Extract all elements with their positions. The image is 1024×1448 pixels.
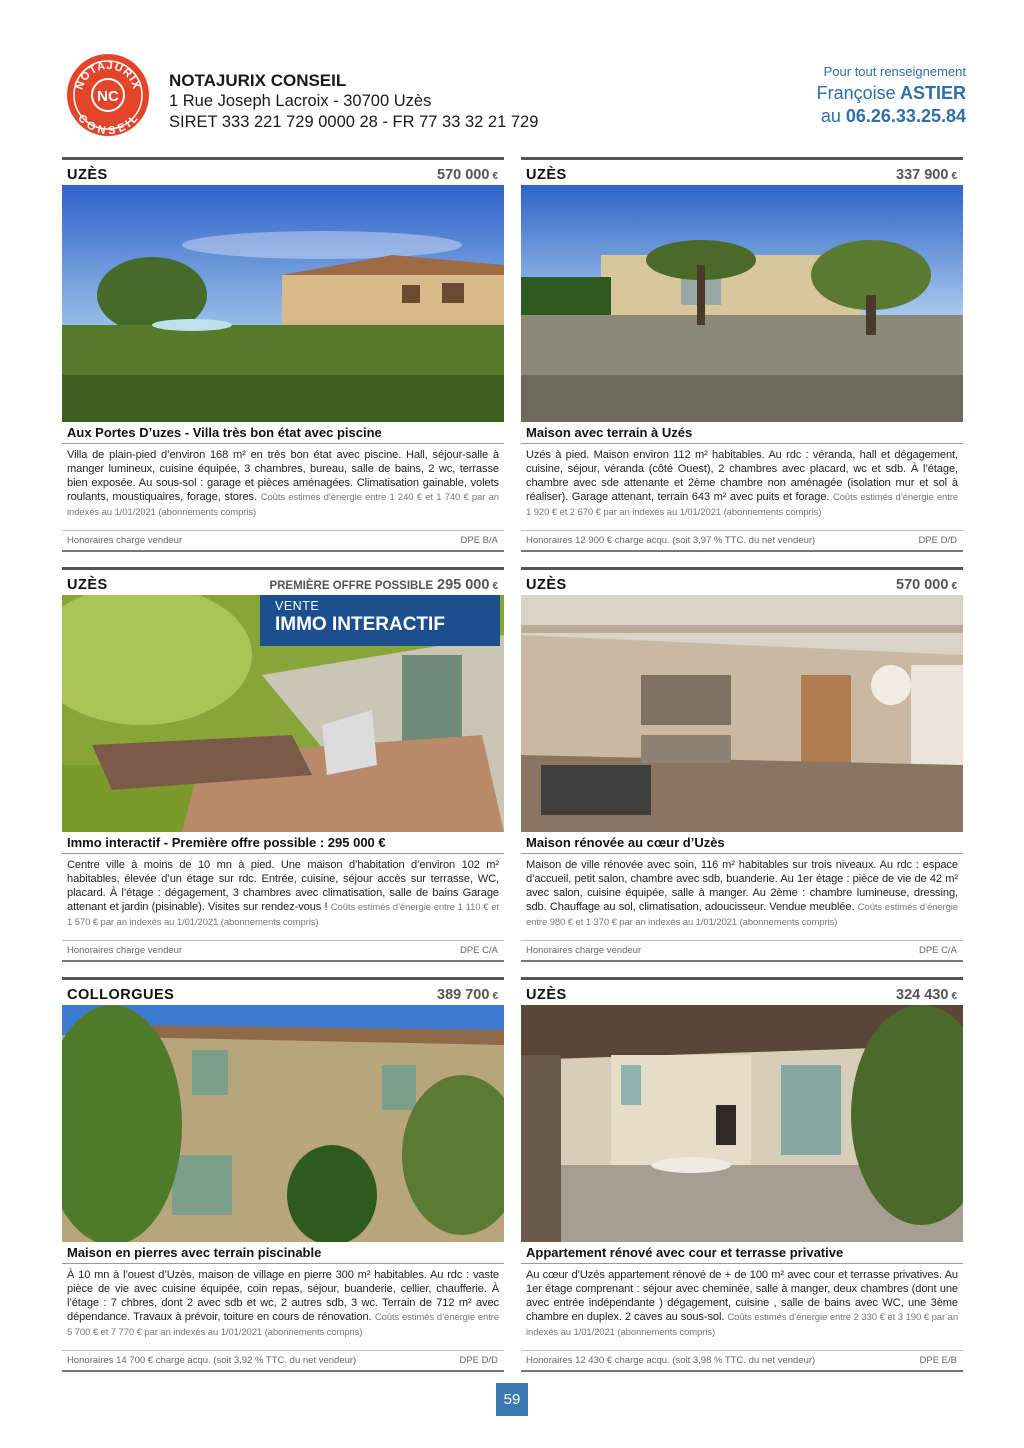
- listing-photo: [62, 185, 504, 422]
- listing-price: 570 000 €: [437, 167, 498, 183]
- listing-footer: [521, 940, 963, 962]
- fees: Honoraires charge vendeur: [526, 945, 642, 956]
- svg-text:CONSEIL: CONSEIL: [75, 112, 141, 137]
- fees: Honoraires charge vendeur: [67, 535, 183, 546]
- listing-price: 324 430 €: [896, 987, 957, 1003]
- listing-price: 570 000 €: [896, 577, 957, 593]
- listing-footer: [521, 1350, 963, 1372]
- listing-title: Appartement rénové avec cour et terrasse privative: [521, 1242, 963, 1264]
- energy-costs: Coûts estimés d’énergie entre 1 110 € et 1 570 € par an indexés au 1/01/2021 (abonnements compris): [67, 902, 499, 928]
- dpe-rating: DPE C/A: [459, 945, 498, 956]
- listing-title: Aux Portes D’uzes - Villa très bon état avec piscine: [62, 422, 504, 444]
- listing-title: Maison rénovée au cœur d’Uzès: [521, 832, 963, 854]
- listing-card: [521, 977, 963, 1372]
- listing-footer: [62, 1350, 504, 1372]
- page-number: 59: [496, 1383, 528, 1416]
- listing-header: [521, 157, 963, 183]
- listing-card: [62, 977, 504, 1372]
- listing-title: Immo interactif - Première offre possible : 295 000 €: [62, 832, 504, 854]
- listing-photo: [521, 595, 963, 832]
- fees: Honoraires charge vendeur: [67, 945, 183, 956]
- dpe-rating: DPE E/B: [919, 1355, 957, 1366]
- svg-text:NOTAJURIX: NOTAJURIX: [73, 59, 143, 92]
- listing-price: 337 900 €: [896, 167, 957, 183]
- listing-description: Maison de ville rénovée avec soin, 116 m² habitables sur trois niveaux. Au rdc : espace d’accueil, petit salon, chambre avec sdb, buanderie. Au 1er étage : pièce de vie de 42 m² avec salon, cuisine équipée, salle à manger. Au 2ème : chambre lumineuse, dressing, sdb. Chauffage au sol, climatisation, adoucisseur. Vendue meublée. Coûts estimés d’énergie entre 980 € et 1 370 € par an indexés au 1/01/2021 (abonnements compris): [526, 859, 958, 928]
- contact-block: [817, 64, 966, 127]
- listing-description: Villa de plain-pied d’environ 168 m² en très bon état avec piscine. Hall, séjour-salle à manger lumineux, cuisine équipée, 3 chambres, bureau, salle de bains, 2 wc, terrasse bien exposée. Au sous-sol : garage et pièces aménagées. Climatisation gainable, volets roulants, moustiquaires, forage, stores. Coûts estimés d’énergie entre 1 240 € et 1 740 € par an indexés au 1/01/2021 (abonnements compris): [67, 449, 499, 518]
- listing-card: [521, 157, 963, 552]
- listing-header: [62, 157, 504, 183]
- listing-description: À 10 mn à l’ouest d’Uzès, maison de village en pierre 300 m² habitables. Au rdc : vaste pièce de vie avec cuisine équipée, coin repas, séjour, buanderie, cellier, chaufferie. À l’étage : 7 chbres, dont 2 avec sdb et wc, 2 autres sdb, 3 wc. Terrain de 712 m² avec dépendance. Travaux à prévoir, toiture en cours de rénovation. Coûts estimés d’énergie entre 5 700 € et 7 770 € par an indexés au 1/01/2021 (abonnements compris): [67, 1269, 500, 1338]
- svg-text:NC: NC: [97, 88, 119, 105]
- energy-costs: Coûts estimés d’énergie entre 980 € et 1 370 € par an indexés au 1/01/2021 (abonnements compris): [526, 902, 958, 928]
- energy-costs: Coûts estimés d’énergie entre 1 920 € et 2 670 € par an indexés au 1/01/2021 (abonnements compris): [526, 492, 959, 518]
- listing-description: Uzés à pied. Maison environ 112 m² habitables. Au rdc : véranda, hall et dégagement, cuisine, séjour, véranda (côté Ouest), 2 chambres avec placard, wc et sdb. À l’étage, chambre avec sde attenante et 2ème chambre non aménagée (isolation mur et sol à réaliser). Garage attenant, terrain 643 m² avec puits et forage. Coûts estimés d’énergie entre 1 920 € et 2 670 € par an indexés au 1/01/2021 (abonnements compris): [526, 449, 959, 518]
- listing-card: [62, 157, 504, 552]
- listing-photo: [62, 1005, 504, 1242]
- listing-card: [62, 567, 504, 962]
- dpe-rating: DPE C/A: [918, 945, 957, 956]
- dpe-rating: DPE B/A: [460, 535, 498, 546]
- listing-town: COLLORGUES: [67, 987, 175, 1003]
- listing-photo: [521, 1005, 963, 1242]
- listing-description: Au cœur d’Uzés appartement rénové de + de 100 m² avec cour et terrasse privatives. Au 1er étage comprenant : séjour avec cheminée, salle à manger, deux chambres (dont une avec entrée indépendante ) dégagement, cuisine , salle de bains avec WC, une 3ème chambre en duplex. 2 caves au sous-sol. Coûts estimés d’énergie entre 2 330 € et 3 190 € par an indexés au 1/01/2021 (abonnements compris): [526, 1269, 959, 1338]
- listing-town: UZÈS: [526, 167, 567, 183]
- fees: Honoraires 12 900 € charge acqu. (soit 3,97 % TTC. du net vendeur): [526, 535, 816, 546]
- contact-name: Françoise ASTIER: [816, 83, 966, 103]
- listing-header: [521, 567, 963, 593]
- dpe-rating: DPE D/D: [918, 535, 957, 546]
- listing-title: Maison avec terrain à Uzés: [521, 422, 963, 444]
- listing-footer: [521, 530, 963, 552]
- listing-town: UZÈS: [67, 167, 108, 183]
- listing-footer: [62, 940, 504, 962]
- listing-photo: [62, 595, 504, 832]
- listing-description: Centre ville à moins de 10 mn à pied. Une maison d’habitation d’environ 102 m² habitables, élevée d’un étage sur rdc. Entrée, cuisine, séjour accès sur terrasse, WC, placard. À l’étage : dégagement, 3 chambres avec climatisation, salle de bains Garage attenant et jardin (pisinable). Visites sur rendez-vous ! Coûts estimés d’énergie entre 1 110 € et 1 570 € par an indexés au 1/01/2021 (abonnements compris): [67, 859, 499, 928]
- listing-card: [521, 567, 963, 962]
- agency-logo: [66, 53, 150, 137]
- listing-header: [62, 977, 504, 1003]
- listing-header: [62, 567, 504, 593]
- listing-town: UZÈS: [526, 577, 567, 593]
- agency-siret: SIRET 333 221 729 0000 28 - FR 77 33 32 21 729: [169, 113, 539, 131]
- energy-costs: Coûts estimés d’énergie entre 1 240 € et 1 740 € par an indexés au 1/01/2021 (abonnements compris): [67, 492, 499, 518]
- listing-footer: [62, 530, 504, 552]
- listing-photo: [521, 185, 963, 422]
- fees: Honoraires 12 430 € charge acqu. (soit 3,98 % TTC. du net vendeur): [526, 1355, 816, 1366]
- fees: Honoraires 14 700 € charge acqu. (soit 3,92 % TTC. du net vendeur): [67, 1355, 357, 1366]
- listing-header: [521, 977, 963, 1003]
- agency-info: [169, 70, 538, 133]
- dpe-rating: DPE D/D: [459, 1355, 498, 1366]
- energy-costs: Coûts estimés d’énergie entre 2 330 € et 3 190 € par an indexés au 1/01/2021 (abonnements compris): [526, 1312, 959, 1338]
- listing-title: Maison en pierres avec terrain piscinable: [62, 1242, 504, 1264]
- immo-interactif-badge: VENTE IMMO INTERACTIF: [260, 595, 500, 646]
- agency-address: 1 Rue Joseph Lacroix - 30700 Uzès: [169, 92, 432, 110]
- listing-price: 389 700 €: [437, 987, 498, 1003]
- contact-phone: au 06.26.33.25.84: [820, 106, 966, 126]
- agency-name: NOTAJURIX CONSEIL: [169, 71, 347, 90]
- listing-town: UZÈS: [67, 577, 108, 593]
- listing-price: PREMIÈRE OFFRE POSSIBLE 295 000 €: [269, 577, 498, 593]
- contact-label: Pour tout renseignement: [823, 64, 966, 79]
- listing-town: UZÈS: [526, 987, 567, 1003]
- energy-costs: Coûts estimés d’énergie entre 5 700 € et 7 770 € par an indexés au 1/01/2021 (abonnements compris): [67, 1312, 500, 1338]
